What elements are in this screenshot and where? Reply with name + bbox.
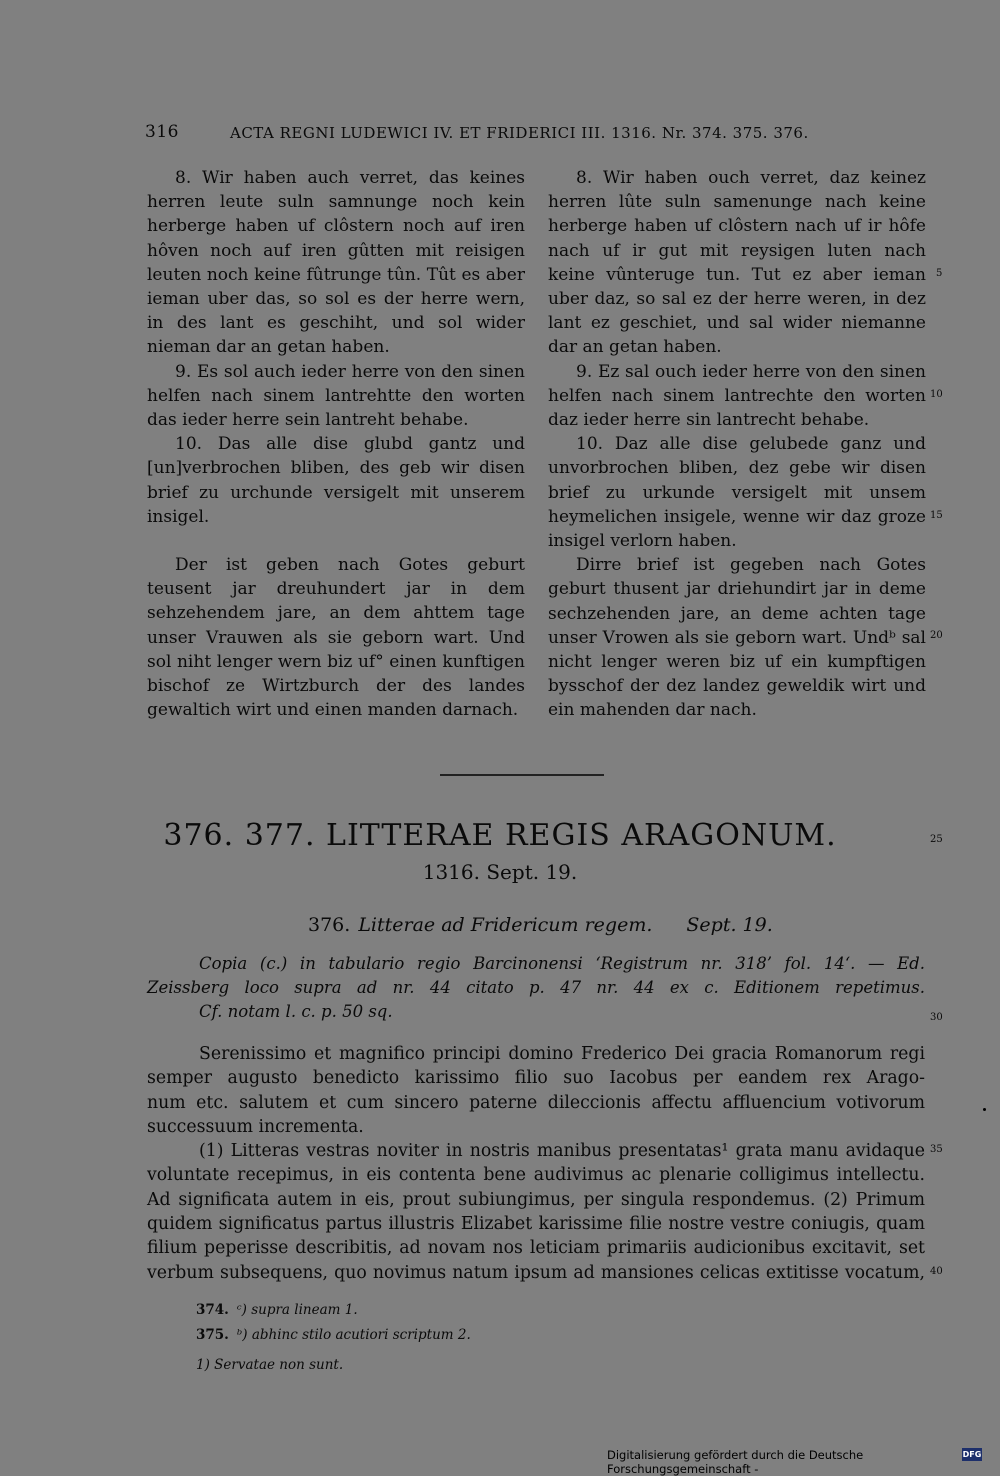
body-line: successuum incrementa. bbox=[147, 1116, 364, 1137]
right-paragraph-8: 8. Wir haben ouch verret, daz keinez herren lûte suln samenunge nach keine herberge haben uf clôstern nach uf ir hôfe nach uf ir gut mit reysigen luten nach keine vûnteruge tun. Tut ez aber ieman uber daz, so sal ez der herre weren, in dez lant ez geschiet, und sal wider niemanne dar an getan haben. bbox=[548, 168, 926, 358]
footnote-ref: 375. bbox=[196, 1327, 229, 1343]
left-column bbox=[147, 166, 525, 722]
source-note bbox=[147, 952, 925, 1024]
footnote-text: ᶜ) supra lineam 1. bbox=[236, 1302, 358, 1318]
line-number: 35 bbox=[930, 1144, 943, 1155]
body-line: quidem significatus partus illustris Elizabet karissime filie nostre vestre coniugis, quam bbox=[147, 1214, 925, 1235]
right-paragraph-dating: Dirre brief ist gegeben nach Gotes geburt thusent jar driehundirt jar in deme sechzehenden jare, an deme achten tage unser Vrowen als sie geborn wart. Undᵇ sal nicht lenger weren biz uf ein kumpftigen bysschof der dez landez geweldik wirt und ein mahenden dar nach. bbox=[548, 555, 926, 721]
source-line: Copia (c.) in tabulario regio Barcinonensi ‘Registrum nr. 318’ fol. 14‘. — Ed. bbox=[199, 954, 925, 973]
line-number: 25 bbox=[930, 834, 943, 845]
footnote bbox=[196, 1302, 358, 1318]
margin-mark bbox=[983, 1108, 986, 1111]
section-title: 376. 377. LITTERAE REGIS ARAGONUM. bbox=[163, 818, 837, 853]
body-line: Ad significata autem in eis, prout subiungimus, per singula respondemus. (2) Primum bbox=[147, 1189, 925, 1210]
section-date: 1316. Sept. 19. bbox=[422, 860, 578, 884]
document-title: Litterae ad Fridericum regem. bbox=[358, 914, 653, 936]
document-heading bbox=[308, 914, 773, 936]
line-number: 15 bbox=[930, 510, 943, 521]
left-paragraph-dating: Der ist geben nach Gotes geburt teusent jar dreuhundert jar in dem sehzehendem jare, an dem ahttem tage unser Vrauwen als sie geborn wart. Und sol niht lenger wern biz uf° einen kunftigen bischof ze Wirtzburch der des landes gewaltich wirt und einen manden darnach. bbox=[147, 555, 525, 721]
section-divider bbox=[440, 774, 604, 776]
body-line: num etc. salutem et cum sincero paterne dileccionis affectu affluencium votivorum bbox=[147, 1092, 925, 1113]
line-number: 10 bbox=[930, 389, 943, 400]
dfg-logo: DFG bbox=[962, 1450, 982, 1459]
digitization-credit: Digitalisierung gefördert durch die Deutsche Forschungsgemeinschaft - bbox=[607, 1448, 864, 1476]
footnote bbox=[196, 1327, 471, 1343]
running-title: ACTA REGNI LUDEWICI IV. ET FRIDERICI III. 1316. Nr. 374. 375. 376. bbox=[230, 124, 809, 142]
right-paragraph-10: 10. Daz alle dise gelubede ganz und unvorbrochen bliben, dez gebe wir disen brief zu urkunde versigelt mit unsem heymelichen insigele, wenne wir daz groze insigel verlorn haben. bbox=[548, 434, 926, 552]
document-number: 376. bbox=[308, 914, 351, 936]
footnote-ref: 374. bbox=[196, 1302, 229, 1318]
body-line: semper augusto benedicto karissimo filio suo Iacobus per eandem rex Arago- bbox=[147, 1068, 925, 1089]
footnote-text: ᵇ) abhinc stilo acutiori scriptum 2. bbox=[236, 1327, 471, 1343]
left-paragraph-10: 10. Das alle dise glubd gantz und [un]verbrochen bliben, des geb wir disen brief zu urchunde versigelt mit unserem insigel. bbox=[147, 434, 525, 527]
line-number: 5 bbox=[936, 268, 943, 279]
letter-body bbox=[147, 1042, 925, 1285]
line-number: 30 bbox=[930, 1012, 943, 1023]
right-paragraph-9: 9. Ez sal ouch ieder herre von den sinen helfen nach sinem lantrechte den worten daz ieder herre sin lantrecht behabe. bbox=[548, 361, 926, 431]
body-line: filium peperisse describitis, ad novam nos leticiam primariis audicionibus excitavit, set bbox=[147, 1238, 925, 1259]
page-number: 316 bbox=[145, 122, 179, 142]
line-number: 40 bbox=[930, 1266, 943, 1277]
body-line: verbum subsequens, quo novimus natum ipsum ad mansiones celicas extitisse vocatum, bbox=[147, 1262, 925, 1283]
document-date: Sept. 19. bbox=[686, 914, 773, 936]
source-line: Cf. notam l. c. p. 50 sq. bbox=[199, 1002, 393, 1021]
left-paragraph-9: 9. Es sol auch ieder herre von den sinen helfen nach sinem lantrehtte den worten das ieder herre sein lantreht behabe. bbox=[147, 361, 525, 431]
left-paragraph-8: 8. Wir haben auch verret, das keines herren leute suln samnunge noch kein herberge haben uf clôstern noch auf iren hôven noch auf iren gûtten mit reisigen leuten noch keine fûtrunge tûn. Tût es aber ieman uber das, so sol es der herre wern, in des lant es geschiht, und sol wider nieman dar an getan haben. bbox=[147, 168, 525, 358]
body-line: (1) Litteras vestras noviter in nostris manibus presentatas¹ grata manu avidaque bbox=[199, 1141, 925, 1162]
right-column bbox=[548, 166, 926, 723]
source-line: Zeissberg loco supra ad nr. 44 citato p. 47 nr. 44 ex c. Editionem repetimus. bbox=[147, 978, 925, 997]
line-number: 20 bbox=[930, 630, 943, 641]
running-header bbox=[145, 122, 935, 152]
footnote-text: 1) Servatae non sunt. bbox=[196, 1357, 344, 1373]
body-line: Serenissimo et magnifico principi domino Frederico Dei gracia Romanorum regi bbox=[199, 1044, 925, 1064]
body-line: voluntate recepimus, in eis contenta bene audivimus ac plenarie colligimus intellectu. bbox=[147, 1165, 925, 1186]
footnote bbox=[196, 1357, 343, 1373]
